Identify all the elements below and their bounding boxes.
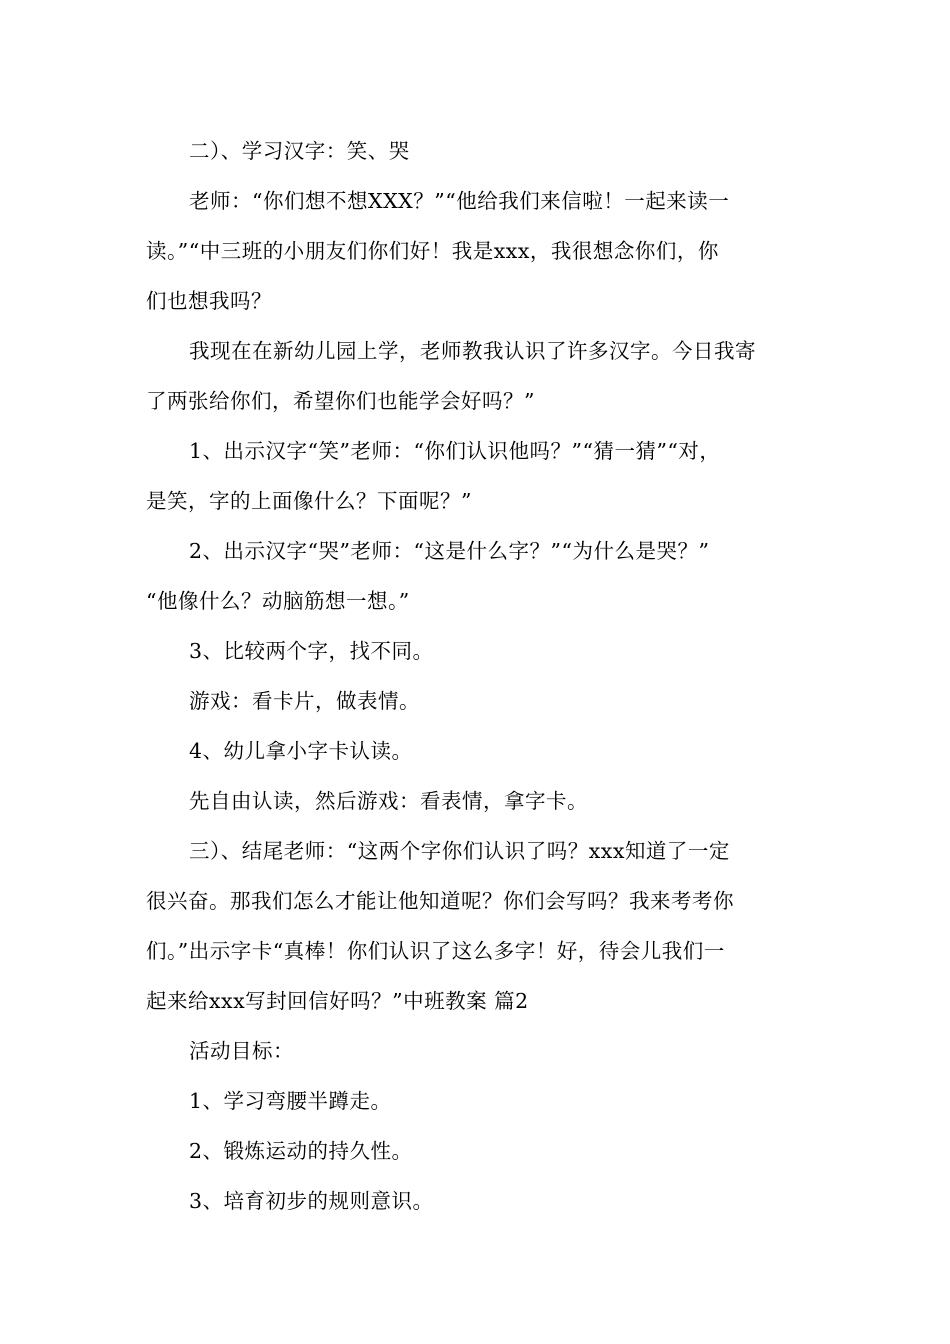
paragraph-free-reading: [146, 776, 816, 826]
text-line: 了两张给你们，希望你们也能学会好吗？”: [146, 389, 535, 413]
paragraph-game-cards: [146, 676, 816, 726]
text-line: 2、出示汉字“哭”老师：“这是什么字？”“为什么是哭？”: [189, 539, 710, 563]
section-heading-learn-characters: [146, 126, 816, 176]
paragraph-step-4-read-cards: [146, 726, 816, 776]
text-line: 三）、结尾老师：“这两个字你们认识了吗？xxx知道了一定: [189, 839, 730, 863]
text-line: 很兴奋。那我们怎么才能让他知道呢？你们会写吗？我来考考你: [146, 889, 734, 913]
goal-item-1: [146, 1076, 816, 1126]
text-line: 3、比较两个字，找不同。: [189, 639, 434, 663]
text-line: 先自由认读，然后游戏：看表情，拿字卡。: [189, 789, 588, 813]
paragraph-step-3-compare: [146, 626, 816, 676]
goal-item-2: [146, 1126, 816, 1176]
text-line: 我现在在新幼儿园上学，老师教我认识了许多汉字。今日我寄: [189, 339, 756, 363]
text-line: 起来给xxx写封回信好吗？”中班教案 篇2: [146, 989, 529, 1013]
heading-activity-goals: [146, 1026, 816, 1076]
text-line: 1、出示汉字“笑”老师：“你们认识他吗？”“猜一猜”“对，: [189, 439, 721, 463]
text-line: 4、幼儿拿小字卡认读。: [189, 739, 413, 763]
text-line: 们。”出示字卡“真棒！你们认识了这么多字！好，待会儿我们一: [146, 939, 725, 963]
paragraph-step-1-laugh: [146, 426, 816, 526]
paragraph-section-ending: [146, 826, 816, 1026]
text-line: 3、培育初步的规则意识。: [189, 1189, 434, 1213]
text-line: 活动目标：: [189, 1039, 294, 1063]
text-line: 1、学习弯腰半蹲走。: [189, 1089, 392, 1113]
paragraph-teacher-letter: [146, 176, 816, 326]
text-line: 游戏：看卡片，做表情。: [189, 689, 420, 713]
text-line: 读。”“中三班的小朋友们你们好！我是xxx，我很想念你们，你: [146, 239, 719, 263]
text-line: 是笑，字的上面像什么？下面呢？”: [146, 489, 472, 513]
paragraph-step-2-cry: [146, 526, 816, 626]
text-line: 们也想我吗？: [146, 289, 272, 313]
paragraph-new-kindergarten: [146, 326, 816, 426]
text-line: 二）、学习汉字：笑、哭: [189, 139, 410, 163]
goal-item-3: [146, 1176, 816, 1226]
text-line: “他像什么？动脑筋想一想。”: [146, 589, 410, 613]
text-line: 2、锻炼运动的持久性。: [189, 1139, 413, 1163]
text-line: 老师：“你们想不想XXX？”“他给我们来信啦！一起来读一: [189, 189, 730, 213]
